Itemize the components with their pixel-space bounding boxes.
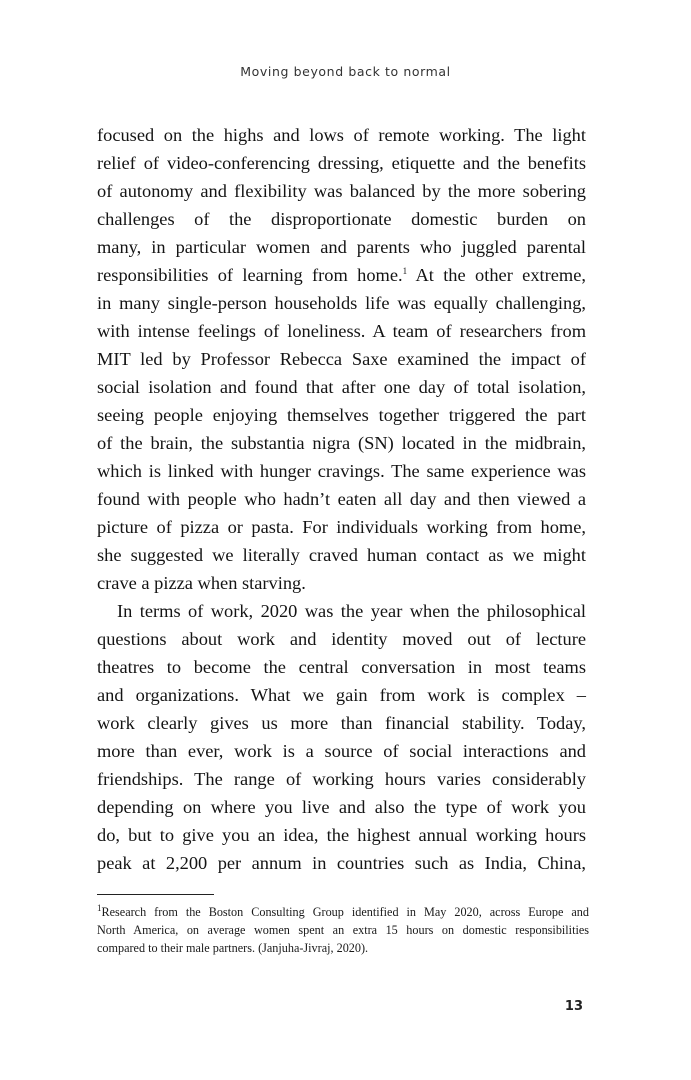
text-line: and organizations. What we gain from work is complex – bbox=[97, 685, 586, 705]
text-line: social isolation and found that after one day of total isolation, bbox=[97, 377, 586, 397]
text-fragment: responsibilities of learning from home. bbox=[97, 265, 403, 285]
text-line: of the brain, the substantia nigra (SN) located in the midbrain, bbox=[97, 433, 586, 453]
text-line: which is linked with hunger cravings. The same experience was bbox=[97, 461, 586, 481]
text-line: theatres to become the central conversation in most teams bbox=[97, 657, 586, 677]
text-line: questions about work and identity moved out of lecture bbox=[97, 629, 586, 649]
footnote-line: compared to their male partners. (Janjuha-Jivraj, 2020). bbox=[97, 941, 369, 955]
text-line: found with people who hadn’t eaten all day and then viewed a bbox=[97, 489, 586, 509]
text-line: friendships. The range of working hours varies considerably bbox=[97, 769, 586, 789]
text-line: do, but to give you an idea, the highest annual working hours bbox=[97, 825, 586, 845]
footnote-number: 1 bbox=[97, 902, 102, 913]
text-line: she suggested we literally craved human contact as we might bbox=[97, 545, 586, 565]
paragraph-2 bbox=[97, 597, 586, 877]
footnote-text: Research from the Boston Consulting Group identified in May 2020, across Europe and bbox=[101, 905, 589, 919]
footnote-rule bbox=[97, 894, 214, 895]
text-fragment: At the other extreme, bbox=[407, 265, 586, 285]
text-line: focused on the highs and lows of remote working. The light bbox=[97, 125, 586, 145]
text-line: with intense feelings of loneliness. A team of researchers from bbox=[97, 321, 586, 341]
text-line: relief of video-conferencing dressing, etiquette and the benefits bbox=[97, 153, 586, 173]
text-line: MIT led by Professor Rebecca Saxe examined the impact of bbox=[97, 349, 586, 369]
footnote-marker: 1 bbox=[402, 265, 408, 276]
text-line: challenges of the disproportionate domestic burden on bbox=[97, 209, 586, 229]
text-line: seeing people enjoying themselves together triggered the part bbox=[97, 405, 586, 425]
paragraph-1 bbox=[97, 121, 586, 597]
text-line: more than ever, work is a source of social interactions and bbox=[97, 741, 586, 761]
running-head: Moving beyond back to normal bbox=[240, 64, 451, 79]
text-line-with-footnote bbox=[97, 261, 586, 289]
text-line: in many single-person households life was equally challenging, bbox=[97, 293, 586, 313]
footnote-line bbox=[97, 903, 589, 921]
text-line: depending on where you live and also the type of work you bbox=[97, 797, 586, 817]
body-text bbox=[97, 121, 586, 877]
text-line: of autonomy and flexibility was balanced by the more sobering bbox=[97, 181, 586, 201]
text-line: crave a pizza when starving. bbox=[97, 573, 306, 593]
text-line: many, in particular women and parents who juggled parental bbox=[97, 237, 586, 257]
text-line: picture of pizza or pasta. For individuals working from home, bbox=[97, 517, 586, 537]
text-line: In terms of work, 2020 was the year when the philosophical bbox=[117, 601, 586, 621]
page-number: 13 bbox=[564, 999, 583, 1014]
text-line: peak at 2,200 per annum in countries such as India, China, bbox=[97, 853, 586, 873]
footnote-line: North America, on average women spent an extra 15 hours on domestic responsibilities bbox=[97, 923, 589, 937]
footnote bbox=[97, 903, 589, 957]
text-line: work clearly gives us more than financial stability. Today, bbox=[97, 713, 586, 733]
